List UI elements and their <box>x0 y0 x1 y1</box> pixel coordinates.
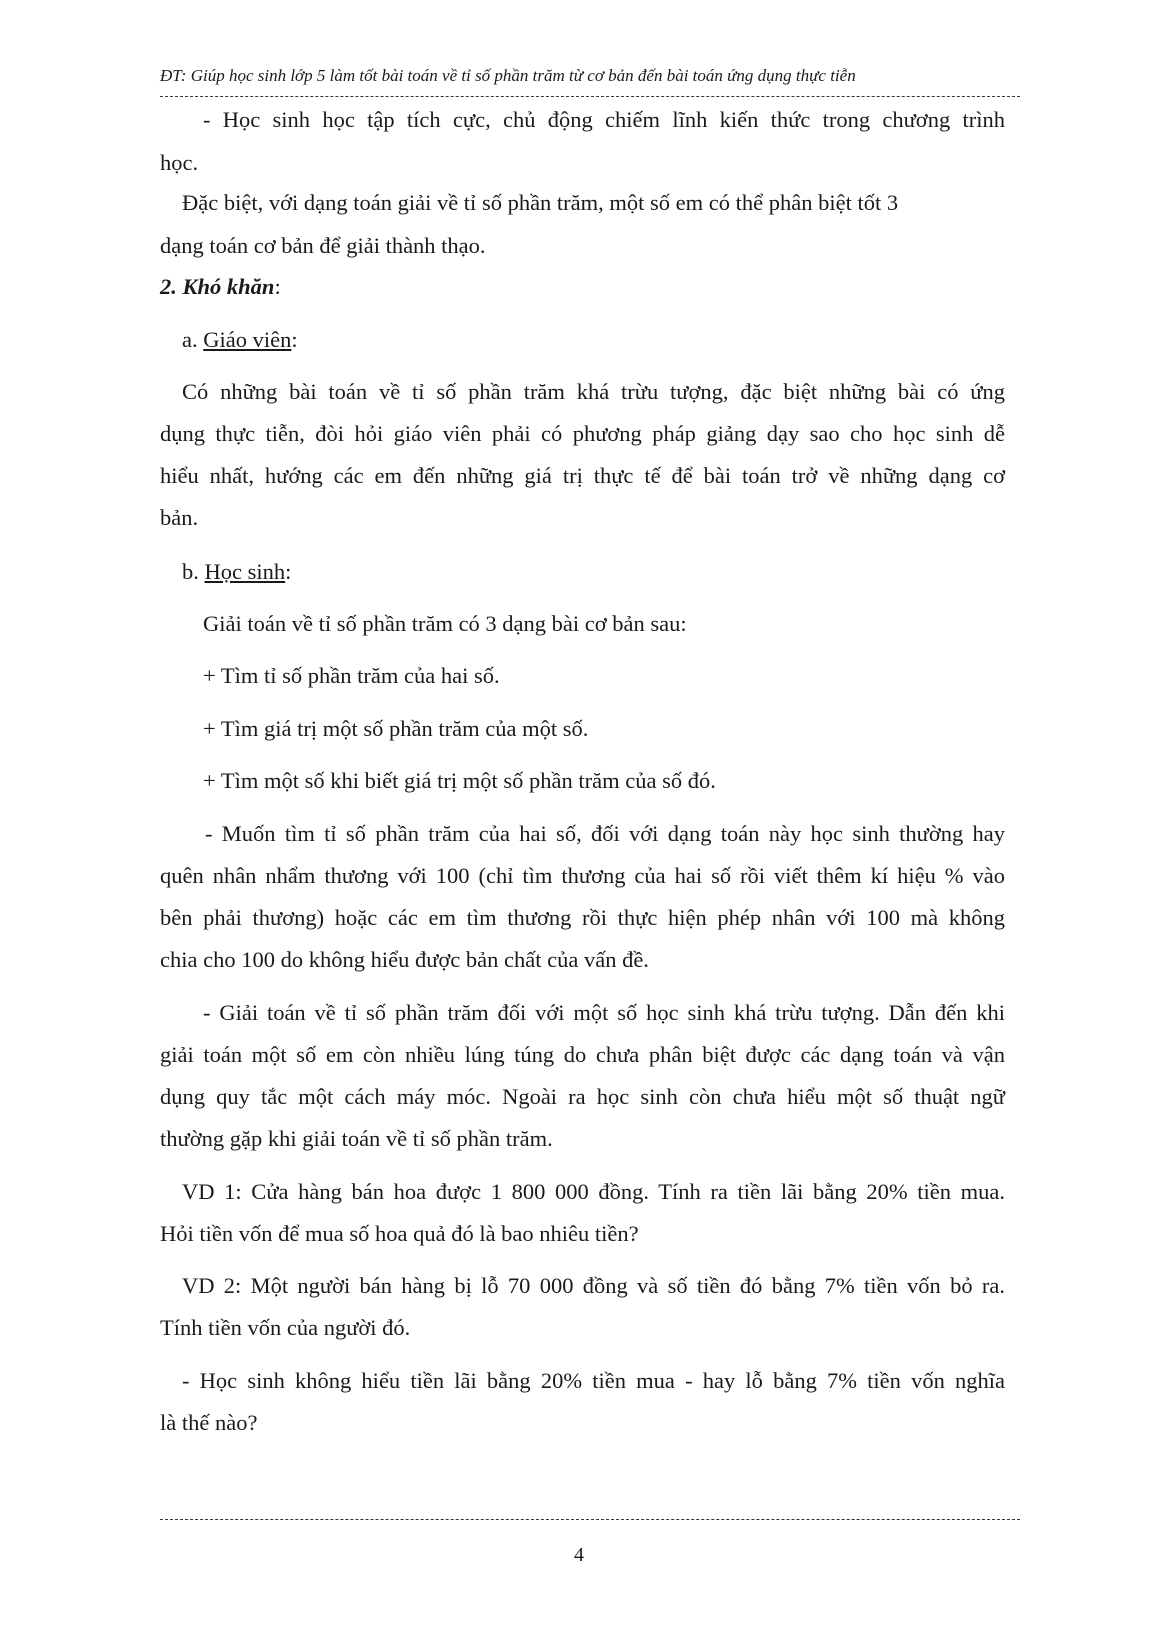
section-heading <box>160 272 281 302</box>
paragraph-line: bên phải thương) hoặc các em tìm thương rồi thực hiện phép nhân với 100 mà không <box>160 905 1005 930</box>
header-divider <box>160 96 1020 97</box>
running-header: ĐT: Giúp học sinh lớp 5 làm tốt bài toán về tỉ số phần trăm từ cơ bản đến bài toán ứng dụng thực tiễn <box>160 66 856 85</box>
paragraph-line: bản. <box>160 505 199 530</box>
example-line: Tính tiền vốn của người đó. <box>160 1315 411 1340</box>
example-line: VD 2: Một người bán hàng bị lỗ 70 000 đồng và số tiền đó bằng 7% tiền vốn bỏ ra. <box>182 1273 1005 1298</box>
paragraph-line: quên nhân nhẩm thương với 100 (chỉ tìm thương của hai số rồi viết thêm kí hiệu % vào <box>160 863 1005 888</box>
paragraph-line: dạng toán cơ bản để giải thành thạo. <box>160 233 486 258</box>
subheading-label: Giáo viên <box>203 327 292 352</box>
paragraph-line: dụng thực tiễn, đòi hỏi giáo viên phải có phương pháp giảng dạy sao cho học sinh dễ <box>160 421 1005 446</box>
subheading-prefix: b. <box>182 559 205 584</box>
paragraph-line: dụng quy tắc một cách máy móc. Ngoài ra học sinh còn chưa hiểu một số thuật ngữ <box>160 1084 1005 1109</box>
paragraph-line: là thế nào? <box>160 1410 258 1435</box>
paragraph-line: - Giải toán về tỉ số phần trăm đối với một số học sinh khá trừu tượng. Dẫn đến khi <box>203 1000 1005 1025</box>
page-number: 4 <box>574 1544 584 1566</box>
example-line: VD 1: Cửa hàng bán hoa được 1 800 000 đồng. Tính ra tiền lãi bằng 20% tiền mua. <box>182 1179 1005 1204</box>
section-heading-text: 2. Khó khăn <box>160 274 275 299</box>
paragraph-line: giải toán một số em còn nhiều lúng túng do chưa phân biệt được các dạng toán và vận <box>160 1042 1005 1067</box>
paragraph-line: - Muốn tìm tỉ số phần trăm của hai số, đối với dạng toán này học sinh thường hay <box>205 821 1005 846</box>
paragraph-line: - Học sinh học tập tích cực, chủ động chiếm lĩnh kiến thức trong chương trình <box>203 107 1005 132</box>
subheading-prefix: a. <box>182 327 204 352</box>
paragraph-line: chia cho 100 do không hiểu được bản chất của vấn đề. <box>160 947 649 972</box>
paragraph-line: học. <box>160 150 199 175</box>
list-item: + Tìm giá trị một số phần trăm của một số. <box>203 716 589 741</box>
section-heading-colon: : <box>274 274 281 299</box>
subheading-teacher <box>182 325 298 355</box>
list-item: + Tìm tỉ số phần trăm của hai số. <box>203 663 500 688</box>
paragraph-line: - Học sinh không hiểu tiền lãi bằng 20% tiền mua - hay lỗ bằng 7% tiền vốn nghĩa <box>182 1368 1005 1393</box>
paragraph-line: Đặc biệt, với dạng toán giải về tỉ số phần trăm, một số em có thể phân biệt tốt 3 <box>182 190 899 215</box>
subheading-label: Học sinh <box>204 559 286 584</box>
subheading-suffix: : <box>291 327 298 352</box>
paragraph-line: Giải toán về tỉ số phần trăm có 3 dạng bài cơ bản sau: <box>203 611 687 636</box>
paragraph-line: Có những bài toán về tỉ số phần trăm khá trừu tượng, đặc biệt những bài có ứng <box>182 379 1005 404</box>
list-item: + Tìm một số khi biết giá trị một số phần trăm của số đó. <box>203 768 716 793</box>
paragraph-line: thường gặp khi giải toán về tỉ số phần trăm. <box>160 1126 553 1151</box>
paragraph-line: hiểu nhất, hướng các em đến những giá trị thực tế để bài toán trở về những dạng cơ <box>160 463 1005 488</box>
subheading-student <box>182 557 291 587</box>
subheading-suffix: : <box>285 559 292 584</box>
example-line: Hỏi tiền vốn để mua số hoa quả đó là bao nhiêu tiền? <box>160 1221 639 1246</box>
footer-divider <box>160 1519 1020 1520</box>
